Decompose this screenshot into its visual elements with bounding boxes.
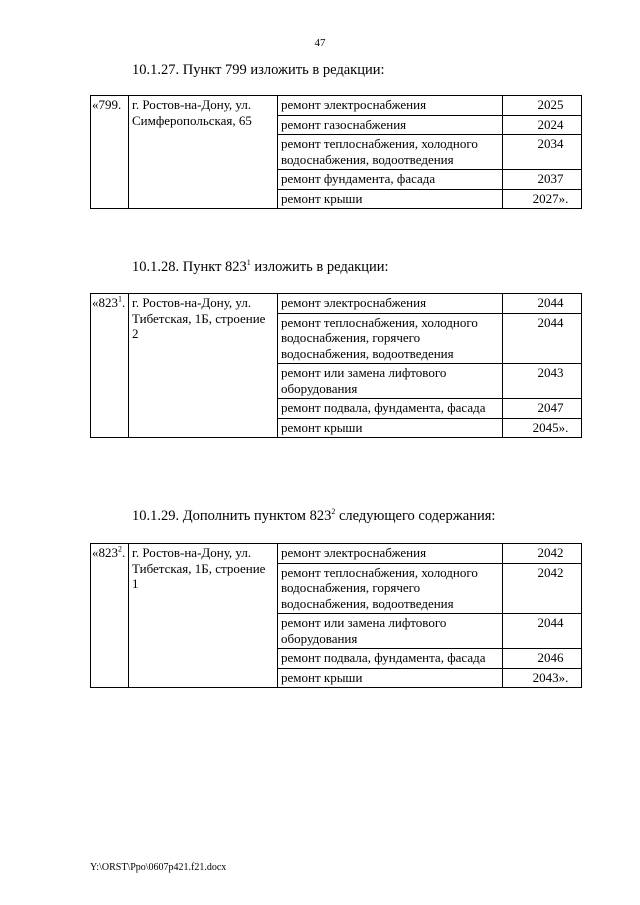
item-number-cell <box>91 544 129 688</box>
item-number-superscript: 2 <box>118 544 122 554</box>
section-heading <box>132 62 385 79</box>
year-cell: 2044 <box>503 614 582 649</box>
work-type-cell: ремонт газоснабжения <box>278 115 503 135</box>
heading-text: 10.1.27. Пункт 799 изложить в редакции: <box>132 62 385 78</box>
year-cell: 2042 <box>503 544 582 564</box>
amendment-table <box>90 95 582 209</box>
address-cell: г. Ростов-на-Дону, ул. Тибетская, 1Б, строение 1 <box>129 544 278 688</box>
work-type-cell: ремонт теплоснабжения, холодного водоснабжения, горячего водоснабжения, водоотведения <box>278 563 503 614</box>
work-type-cell: ремонт подвала, фундамента, фасада <box>278 399 503 419</box>
year-cell: 2046 <box>503 649 582 669</box>
item-number-tail: . <box>122 295 126 310</box>
section-heading <box>132 259 389 276</box>
year-cell: 2043». <box>503 668 582 688</box>
heading-text-tail: изложить в редакции: <box>250 259 389 275</box>
item-number-superscript: 1 <box>118 294 122 304</box>
page-number: 47 <box>314 37 326 49</box>
year-cell: 2024 <box>503 115 582 135</box>
year-cell: 2044 <box>503 294 582 314</box>
heading-text-tail: следующего содержания: <box>335 508 496 524</box>
year-cell: 2045». <box>503 418 582 438</box>
footer-file-path: Y:\ORST\Ppo\0607p421.f21.docx <box>90 862 227 873</box>
item-number-cell <box>91 96 129 209</box>
heading-text: 10.1.28. Пункт 823 <box>132 259 247 275</box>
amendment-table <box>90 293 582 438</box>
year-cell: 2025 <box>503 96 582 116</box>
heading-text: 10.1.29. Дополнить пунктом 823 <box>132 508 332 524</box>
work-type-cell: ремонт подвала, фундамента, фасада <box>278 649 503 669</box>
table-row <box>91 96 582 116</box>
work-type-cell: ремонт крыши <box>278 189 503 209</box>
work-type-cell: ремонт электроснабжения <box>278 544 503 564</box>
item-number: «799. <box>92 97 122 112</box>
item-number-tail: . <box>122 545 126 560</box>
year-cell: 2037 <box>503 170 582 190</box>
item-number: «823 <box>92 545 118 560</box>
year-cell: 2044 <box>503 313 582 364</box>
amendment-table <box>90 543 582 688</box>
table-row <box>91 294 582 314</box>
work-type-cell: ремонт или замена лифтового оборудования <box>278 364 503 399</box>
work-type-cell: ремонт или замена лифтового оборудования <box>278 614 503 649</box>
work-type-cell: ремонт электроснабжения <box>278 96 503 116</box>
heading-superscript: 1 <box>246 258 251 268</box>
year-cell: 2034 <box>503 135 582 170</box>
item-number: «823 <box>92 295 118 310</box>
year-cell: 2027». <box>503 189 582 209</box>
address-cell: г. Ростов-на-Дону, ул. Тибетская, 1Б, строение 2 <box>129 294 278 438</box>
item-number-cell <box>91 294 129 438</box>
work-type-cell: ремонт теплоснабжения, холодного водоснабжения, горячего водоснабжения, водоотведения <box>278 313 503 364</box>
work-type-cell: ремонт электроснабжения <box>278 294 503 314</box>
work-type-cell: ремонт теплоснабжения, холодного водоснабжения, водоотведения <box>278 135 503 170</box>
work-type-cell: ремонт крыши <box>278 668 503 688</box>
year-cell: 2043 <box>503 364 582 399</box>
year-cell: 2042 <box>503 563 582 614</box>
address-cell: г. Ростов-на-Дону, ул. Симферопольская, 65 <box>129 96 278 209</box>
table-row <box>91 544 582 564</box>
year-cell: 2047 <box>503 399 582 419</box>
heading-superscript: 2 <box>331 507 336 517</box>
work-type-cell: ремонт крыши <box>278 418 503 438</box>
section-heading <box>132 508 495 525</box>
work-type-cell: ремонт фундамента, фасада <box>278 170 503 190</box>
